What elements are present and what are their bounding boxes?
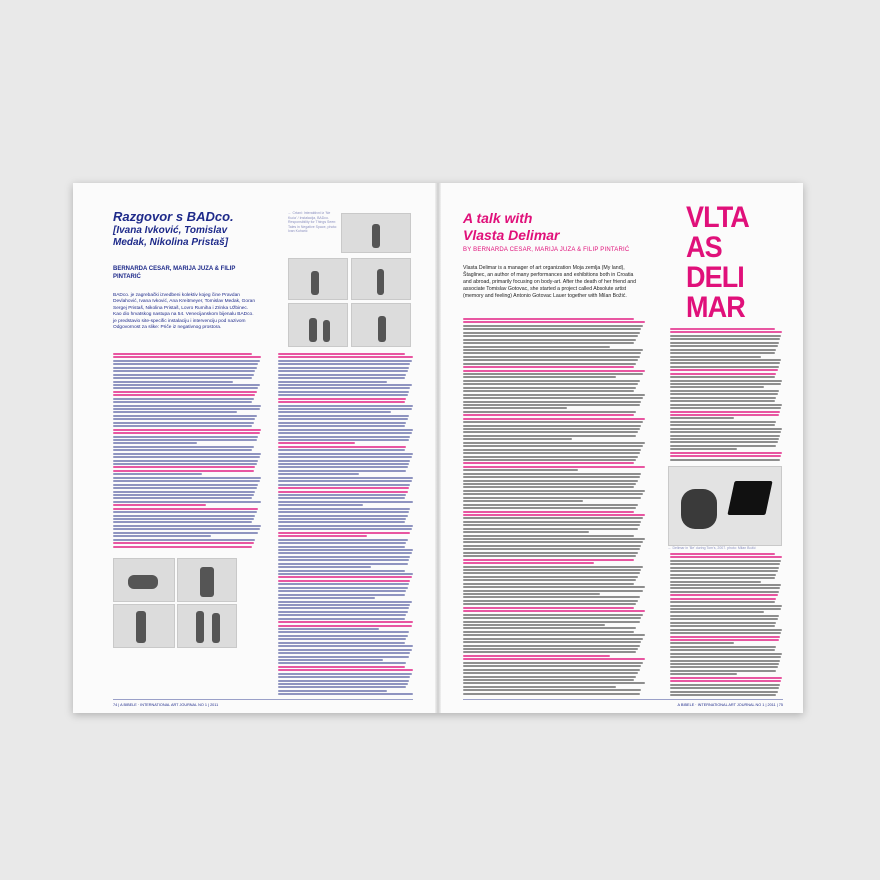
left-title-text: Razgovor s BADco. bbox=[113, 209, 234, 224]
logo-line-3: DELI bbox=[686, 261, 744, 294]
right-article-title bbox=[463, 210, 653, 244]
vlasta-delimar-logo bbox=[686, 203, 786, 323]
logo-line-2: AS bbox=[686, 231, 722, 264]
photo-performance-1 bbox=[113, 558, 175, 602]
right-body-column-2 bbox=[670, 328, 782, 463]
magazine-spread bbox=[73, 183, 803, 713]
right-title-line-2: Vlasta Delimar bbox=[463, 226, 560, 243]
logo-line-4: MAR bbox=[686, 291, 745, 324]
photo-performance-4 bbox=[177, 604, 237, 648]
left-article-title bbox=[113, 209, 253, 249]
photo-gallery-3 bbox=[351, 258, 411, 300]
logo-line-1: VLTA bbox=[686, 201, 749, 234]
left-page bbox=[73, 183, 438, 713]
right-caption: ← Delimar in 'Be' during Tom's, 2007. photo: Milan Božić bbox=[668, 546, 756, 550]
left-footer: 74 | A BIBELE · INTERNATIONAL ART JOURNAL NO 1 | 2011 bbox=[113, 703, 219, 707]
photo-gallery-2 bbox=[288, 258, 348, 300]
photo-gallery-5 bbox=[351, 303, 411, 347]
photo-gallery-1 bbox=[341, 213, 411, 253]
photo-performance-3 bbox=[113, 604, 175, 648]
right-body-column-3 bbox=[670, 553, 782, 698]
left-body-column-2 bbox=[278, 353, 413, 698]
right-title-line-1: A talk with bbox=[463, 210, 533, 226]
photo-vlasta-delimar bbox=[668, 466, 782, 546]
photo-gallery-4 bbox=[288, 303, 348, 347]
right-page bbox=[438, 183, 803, 713]
right-byline: BY BERNARDA CESAR, MARIJA JUZA & FILIP PINTARIĆ bbox=[463, 247, 630, 253]
left-byline: BERNARDA CESAR, MARIJA JUZA & FILIP PINTARIĆ bbox=[113, 266, 236, 281]
left-subtitle: [Ivana Ivković, Tomislav Medak, Nikolina Pristaš] bbox=[113, 224, 229, 248]
left-caption: ← Crtani: Interaktivni iz 'Ne Kuća' / Instalacija, BADco. Responsibility for Things Seen: Tales in Negative Space, photo: Ivan Kuharić bbox=[288, 211, 338, 234]
right-body-column-1 bbox=[463, 318, 645, 698]
right-intro: Vlasta Delimar is a manager of art organization Moja zemlja (My land), Štaglinec, an author of many performances and exhibitions both in Croatia and abroad, primarily focusing on body-art. After the death of her friend and associate Tomislav Gotovac, she started a project called Absolute artist (memory and feeling) Antonio Gotovac Lauer together with Milan Božić. bbox=[463, 265, 637, 300]
photo-performance-2 bbox=[177, 558, 237, 602]
right-footer: A BIBELE · INTERNATIONAL ART JOURNAL NO 1 | 2011 | 75 bbox=[677, 703, 783, 707]
left-body-column-1 bbox=[113, 353, 261, 553]
left-intro: BADco. je zagrebački izvedbeni kolektiv kojeg čine Pravdan Devlahović, Ivana Ivković, Ana Kreitmeyer, Tomislav Medak, Goran Sergej Pristaš, Nikolina Pristaš, Lovro Rumiha i Zrinka Užbinec. Kao dio hrvatskog nastupa na 54. Venecijanskom bijenalu BADco. je predstavio site-specific instalaciju i intervenciju pod nazivom Odgovornost za slike: Priče iz negativnog prostora. bbox=[113, 293, 256, 331]
